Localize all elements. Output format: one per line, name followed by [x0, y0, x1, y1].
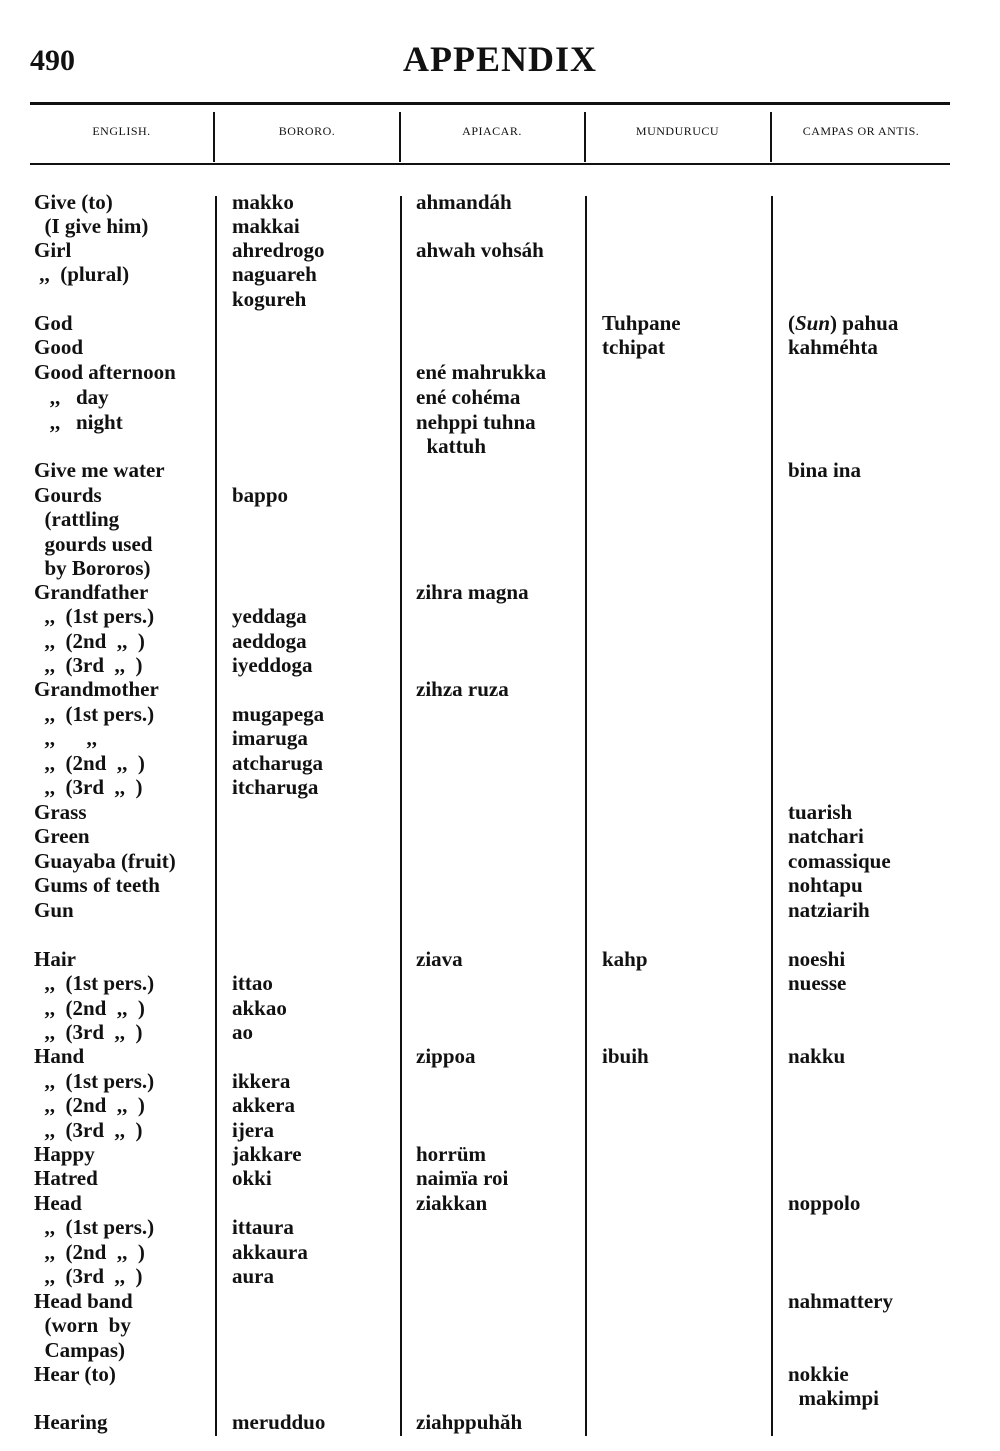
english-term: Hearing	[34, 1410, 108, 1434]
english-term: ,, (2nd ,, )	[34, 1093, 145, 1117]
table-row	[34, 1215, 950, 1239]
bororo-term: makko	[232, 190, 294, 214]
munduruci-term: kahp	[602, 947, 648, 971]
munduruci-term: Tuhpane	[602, 311, 681, 335]
table-row	[34, 360, 950, 384]
table-row	[34, 1338, 950, 1362]
bororo-term: ahredrogo	[232, 238, 325, 262]
table-row	[34, 702, 950, 726]
english-term: ,, (2nd ,, )	[34, 1240, 145, 1264]
apiacar-term: zippoa	[416, 1044, 476, 1068]
english-term: Gums of teeth	[34, 873, 160, 897]
english-term: ,, (1st pers.)	[34, 971, 155, 995]
bororo-term: jakkare	[232, 1142, 302, 1166]
table-row	[34, 775, 950, 799]
table-row	[34, 751, 950, 775]
table-row	[34, 335, 950, 359]
table-row	[34, 824, 950, 848]
campas-term: noeshi	[788, 947, 846, 971]
english-term: ,, (1st pers.)	[34, 604, 155, 628]
english-term: by Bororos)	[34, 556, 151, 580]
english-term: (I give him)	[34, 214, 149, 238]
english-term: Good	[34, 335, 84, 359]
english-term: Give (to)	[34, 190, 113, 214]
table-row	[34, 483, 950, 507]
english-term: gourds used	[34, 532, 153, 556]
english-term: ,, day	[34, 385, 109, 409]
apiacar-term: ziava	[416, 947, 463, 971]
campas-term: bina ina	[788, 458, 861, 482]
apiacar-term: zihza ruza	[416, 677, 509, 701]
table-row	[34, 580, 950, 604]
campas-term: noppolo	[788, 1191, 861, 1215]
bororo-term: atcharuga	[232, 751, 323, 775]
table-row	[34, 1020, 950, 1044]
bororo-term: mugapega	[232, 702, 325, 726]
table-row	[34, 190, 950, 214]
bororo-term: ijera	[232, 1118, 274, 1142]
column-header-apiacar: APIACAR.	[462, 124, 522, 138]
english-term: ,, (plural)	[34, 262, 130, 286]
english-term: ,, night	[34, 410, 123, 434]
table-row	[34, 410, 950, 434]
table-row	[34, 1386, 950, 1410]
table-row	[34, 507, 950, 531]
table-row	[34, 849, 950, 873]
table-row	[34, 385, 950, 409]
table-row	[34, 898, 950, 922]
table-row	[34, 1289, 950, 1313]
campas-term: tuarish	[788, 800, 853, 824]
bororo-term: ittao	[232, 971, 273, 995]
apiacar-term: naimïa roi	[416, 1166, 509, 1190]
apiacar-term: ahwah vohsáh	[416, 238, 544, 262]
table-row	[34, 1313, 950, 1337]
english-term: Green	[34, 824, 90, 848]
table-row	[34, 1142, 950, 1166]
campas-term: natziarih	[788, 898, 870, 922]
table-row	[34, 1093, 950, 1117]
campas-term: kahméhta	[788, 335, 878, 359]
table-row	[34, 996, 950, 1020]
english-term: Grandmother	[34, 677, 159, 701]
apiacar-term: horrüm	[416, 1142, 486, 1166]
english-term: Guayaba (fruit)	[34, 849, 176, 873]
table-row	[34, 800, 950, 824]
bororo-term: aeddoga	[232, 629, 307, 653]
apiacar-term: kattuh	[416, 434, 487, 458]
bororo-term: akkera	[232, 1093, 295, 1117]
table-row	[34, 873, 950, 897]
table-row	[34, 238, 950, 262]
campas-term: nuesse	[788, 971, 847, 995]
english-term: Head	[34, 1191, 82, 1215]
bororo-term: kogureh	[232, 287, 307, 311]
english-term: God	[34, 311, 73, 335]
table-row	[34, 262, 950, 286]
table-row	[34, 1240, 950, 1264]
bororo-term: yeddaga	[232, 604, 307, 628]
table-row	[34, 947, 950, 971]
table-row	[34, 629, 950, 653]
campas-term: nahmattery	[788, 1289, 893, 1313]
table-row	[34, 653, 950, 677]
campas-term: (Sun) pahua	[788, 311, 899, 335]
apiacar-term: ziahppuhăh	[416, 1410, 523, 1434]
english-term: ,, (3rd ,, )	[34, 1118, 143, 1142]
english-term: Hear (to)	[34, 1362, 116, 1386]
column-header-bororo: BORORO.	[278, 124, 336, 138]
table-row	[34, 556, 950, 580]
bororo-term: akkaura	[232, 1240, 308, 1264]
table-row	[34, 1191, 950, 1215]
table-row	[34, 1264, 950, 1288]
table-row	[34, 287, 950, 311]
bororo-term: makkai	[232, 214, 300, 238]
english-term: Grandfather	[34, 580, 149, 604]
english-term: Gun	[34, 898, 74, 922]
bororo-term: bappo	[232, 483, 289, 507]
table-row	[34, 214, 950, 238]
bororo-term: akkao	[232, 996, 287, 1020]
english-term: ,, (1st pers.)	[34, 1215, 155, 1239]
top-rule	[30, 102, 950, 105]
table-row	[34, 726, 950, 750]
table-row	[34, 434, 950, 458]
apiacar-term: ené cohéma	[416, 385, 521, 409]
apiacar-term: nehppi tuhna	[416, 410, 536, 434]
table-row	[34, 677, 950, 701]
english-term: ,, (3rd ,, )	[34, 653, 143, 677]
apiacar-term: ziakkan	[416, 1191, 488, 1215]
apiacar-term: zihra magna	[416, 580, 529, 604]
campas-term: nakku	[788, 1044, 846, 1068]
bororo-term: imaruga	[232, 726, 308, 750]
table-row	[34, 1069, 950, 1093]
campas-term: comassique	[788, 849, 891, 873]
bororo-term: ittaura	[232, 1215, 294, 1239]
english-term: ,, (1st pers.)	[34, 702, 155, 726]
bororo-term: itcharuga	[232, 775, 319, 799]
campas-term: natchari	[788, 824, 864, 848]
bororo-term: naguareh	[232, 262, 317, 286]
english-term: ,, (3rd ,, )	[34, 1020, 143, 1044]
table-row	[34, 311, 950, 335]
bororo-term: ikkera	[232, 1069, 291, 1093]
campas-term: nokkie	[788, 1362, 849, 1386]
english-term: ,, (1st pers.)	[34, 1069, 155, 1093]
table-row	[34, 1166, 950, 1190]
english-term: ,, (2nd ,, )	[34, 996, 145, 1020]
english-term: ,, (2nd ,, )	[34, 751, 145, 775]
table-row	[34, 604, 950, 628]
english-term: Girl	[34, 238, 72, 262]
english-term: Gourds	[34, 483, 102, 507]
english-term: (rattling	[34, 507, 120, 531]
english-term: ,, ,,	[34, 726, 97, 750]
bororo-term: ao	[232, 1020, 253, 1044]
english-term: ,, (3rd ,, )	[34, 1264, 143, 1288]
campas-term: nohtapu	[788, 873, 863, 897]
munduruci-term: ibuih	[602, 1044, 649, 1068]
english-term: (worn by	[34, 1313, 131, 1337]
bororo-term: okki	[232, 1166, 272, 1190]
english-term: Grass	[34, 800, 87, 824]
english-term: Good afternoon	[34, 360, 176, 384]
column-header-munduruci: MUNDURUCU	[635, 124, 720, 138]
table-row	[34, 532, 950, 556]
table-row	[34, 1362, 950, 1386]
table-row	[34, 971, 950, 995]
table-row	[34, 1410, 950, 1434]
bororo-term: merudduo	[232, 1410, 326, 1434]
bororo-term: aura	[232, 1264, 274, 1288]
english-term: ,, (2nd ,, )	[34, 629, 145, 653]
english-term: Happy	[34, 1142, 95, 1166]
english-term: Hand	[34, 1044, 85, 1068]
campas-term: makimpi	[788, 1386, 880, 1410]
header-rule	[30, 163, 950, 165]
page-number: 490	[30, 44, 75, 77]
english-term: Hair	[34, 947, 76, 971]
english-term: ,, (3rd ,, )	[34, 775, 143, 799]
table-row	[34, 458, 950, 482]
column-header-english: ENGLISH.	[92, 124, 151, 138]
column-header-campas: CAMPAS OR ANTIS.	[802, 124, 920, 138]
munduruci-term: tchipat	[602, 335, 665, 359]
english-term: Give me water	[34, 458, 165, 482]
english-term: Hatred	[34, 1166, 98, 1190]
apiacar-term: ahmandáh	[416, 190, 512, 214]
page-title: APPENDIX	[403, 39, 597, 79]
english-term: Head band	[34, 1289, 133, 1313]
table-row	[34, 1044, 950, 1068]
bororo-term: iyeddoga	[232, 653, 313, 677]
table-row	[34, 1118, 950, 1142]
apiacar-term: ené mahrukka	[416, 360, 547, 384]
english-term: Campas)	[34, 1338, 126, 1362]
